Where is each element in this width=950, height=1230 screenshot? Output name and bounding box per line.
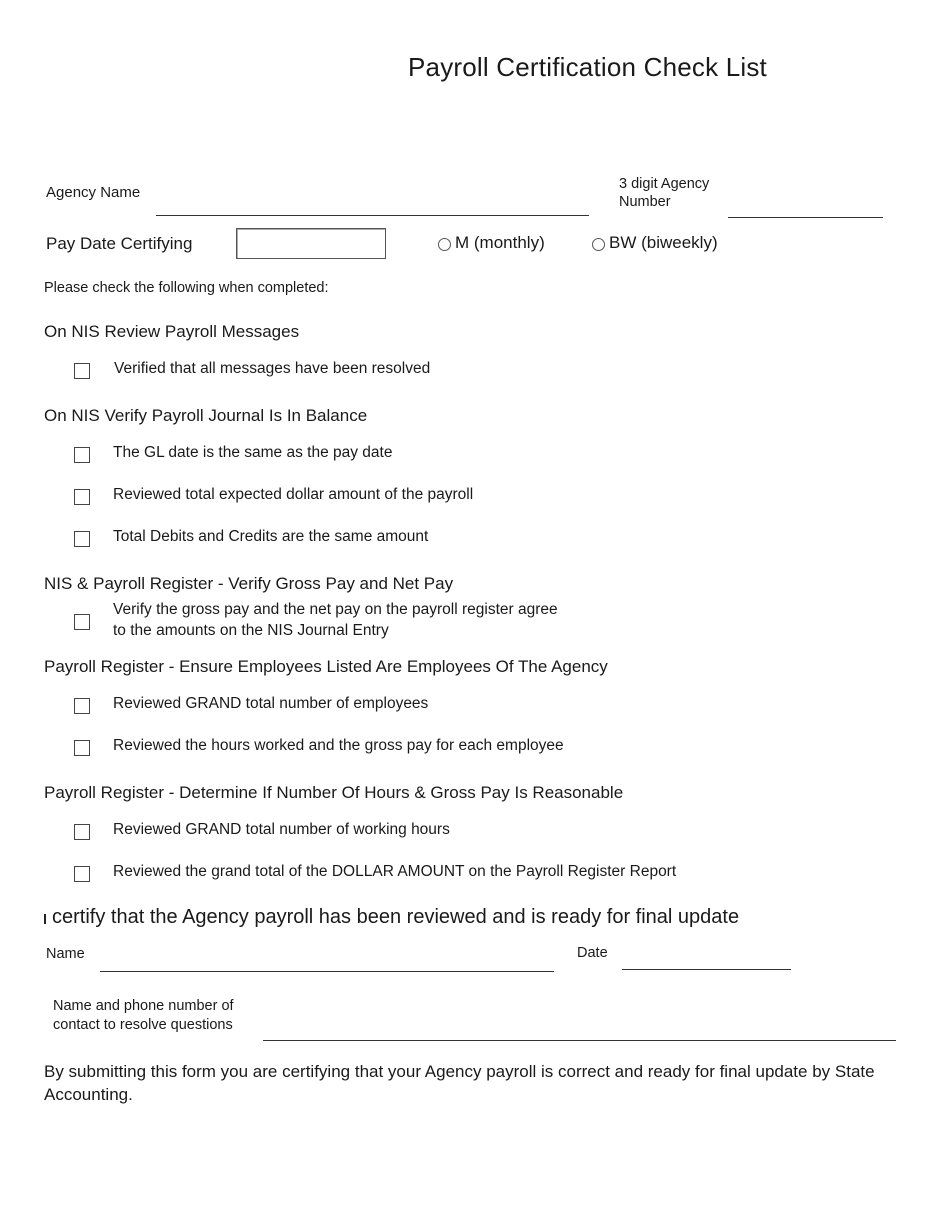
agency-number-field[interactable] (728, 217, 883, 218)
certification-statement (44, 906, 739, 929)
monthly-radio-label: M (monthly) (455, 233, 545, 252)
checkbox-dollar-amount[interactable] (74, 866, 90, 882)
checkbox-messages-resolved[interactable] (74, 363, 90, 379)
checklist-item-label: Verified that all messages have been resolved (114, 360, 431, 377)
pay-date-label: Pay Date Certifying (46, 234, 193, 253)
checklist-item-label-continued: to the amounts on the NIS Journal Entry (113, 622, 389, 639)
agency-name-label: Agency Name (46, 184, 141, 201)
biweekly-radio[interactable] (592, 238, 605, 251)
checklist-item-label: Reviewed the grand total of the DOLLAR AMOUNT on the Payroll Register Report (113, 863, 677, 880)
section-heading: Payroll Register - Determine If Number Of Hours & Gross Pay Is Reasonable (44, 783, 624, 802)
section-heading: On NIS Verify Payroll Journal Is In Balance (44, 406, 368, 425)
checkbox-debits-credits[interactable] (74, 531, 90, 547)
checkbox-grand-total-employees[interactable] (74, 698, 90, 714)
section-heading: On NIS Review Payroll Messages (44, 322, 300, 341)
checklist-item-label: Verify the gross pay and the net pay on the payroll register agree (113, 601, 558, 618)
checkbox-gl-date[interactable] (74, 447, 90, 463)
name-field[interactable] (100, 971, 554, 972)
agency-name-field[interactable] (156, 215, 589, 216)
biweekly-radio-label: BW (biweekly) (609, 233, 718, 252)
checkbox-expected-dollar-amount[interactable] (74, 489, 90, 505)
checkbox-gross-net-pay[interactable] (74, 614, 90, 630)
checklist-item-label: Reviewed the hours worked and the gross pay for each employee (113, 737, 564, 754)
agency-number-label-line1: 3 digit Agency (619, 176, 710, 192)
monthly-radio[interactable] (438, 238, 451, 251)
checkbox-hours-gross-pay[interactable] (74, 740, 90, 756)
checklist-item-label: Reviewed GRAND total number of working hours (113, 821, 450, 838)
pay-date-input[interactable] (236, 228, 386, 259)
checklist-item-label: The GL date is the same as the pay date (113, 444, 393, 461)
section-heading: Payroll Register - Ensure Employees Listed Are Employees Of The Agency (44, 657, 608, 676)
contact-label-line2: contact to resolve questions (53, 1017, 233, 1033)
checkbox-grand-total-hours[interactable] (74, 824, 90, 840)
contact-field[interactable] (263, 1040, 896, 1041)
certify-mark (44, 914, 46, 924)
checklist-item-label: Reviewed total expected dollar amount of the payroll (113, 486, 474, 503)
instructions: Please check the following when completed: (44, 280, 329, 296)
checklist-item-label: Reviewed GRAND total number of employees (113, 695, 429, 712)
certification-text: certify that the Agency payroll has been reviewed and is ready for final update (52, 906, 740, 928)
page-title: Payroll Certification Check List (408, 52, 767, 82)
footer-disclaimer: By submitting this form you are certifying that your Agency payroll is correct and ready for final update by State Accounting. (44, 1062, 875, 1104)
agency-number-label-line2: Number (619, 194, 671, 210)
date-label: Date (577, 945, 608, 961)
section-heading: NIS & Payroll Register - Verify Gross Pay and Net Pay (44, 574, 454, 593)
name-label: Name (46, 946, 85, 962)
contact-label-line1: Name and phone number of (53, 998, 234, 1014)
date-field[interactable] (622, 969, 791, 970)
checklist-item-label: Total Debits and Credits are the same amount (113, 528, 429, 545)
